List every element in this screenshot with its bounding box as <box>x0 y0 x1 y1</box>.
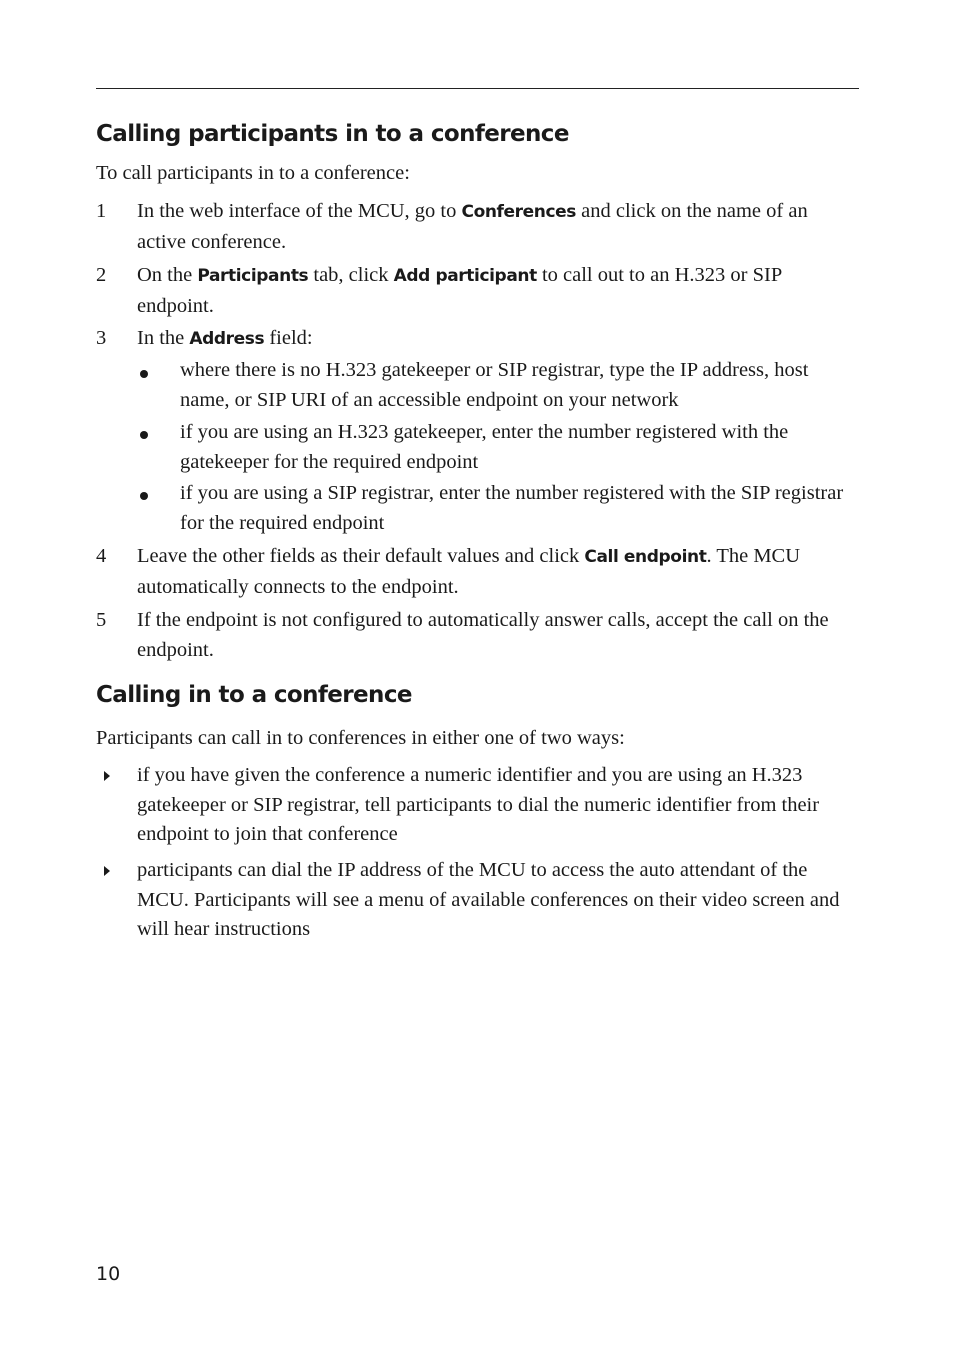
header-rule <box>96 88 859 89</box>
step-1-text: In the web interface of the MCU, go to Conferences and click on the name of an active conference. <box>137 200 808 253</box>
call-endpoint-ref: Call endpoint <box>584 547 707 567</box>
step-4-text: Leave the other fields as their default values and click Call endpoint. The MCU automatically connects to the endpoint. <box>137 545 801 598</box>
bullet-arrow-icon <box>104 866 110 876</box>
step-number: 5 <box>96 609 107 631</box>
section-heading-calling-participants: Calling participants in to a conference <box>96 121 569 147</box>
bullet-dot-icon <box>140 431 148 439</box>
page-number: 10 <box>96 1263 121 1285</box>
bullet-arrow-icon <box>104 771 110 781</box>
bullet-dot-icon <box>140 492 148 500</box>
address-bullet: where there is no H.323 gatekeeper or SIP registrar, type the IP address, host name, or SIP URI of an accessible endpoint on your network <box>180 359 809 411</box>
address-bullet: if you are using a SIP registrar, enter the number registered with the SIP registrar for the required endpoint <box>180 482 844 534</box>
bullet-dot-icon <box>140 370 148 378</box>
step-number: 4 <box>96 545 107 567</box>
step-3-text: In the Address field: <box>137 327 313 349</box>
section2-intro: Participants can call in to conferences in either one of two ways: <box>96 727 625 749</box>
step-2-text: On the Participants tab, click Add participant to call out to an H.323 or SIP endpoint. <box>137 264 782 317</box>
call-in-method-bullet: if you have given the conference a numeric identifier and you are using an H.323 gatekeeper or SIP registrar, tell participants to dial the numeric identifier from their endpoint to join that conference <box>137 764 820 845</box>
address-field-ref: Address <box>189 329 265 349</box>
call-in-method-bullet: participants can dial the IP address of the MCU to access the auto attendant of the MCU. Participants will see a menu of available conferences on their video screen and will hear instructions <box>137 859 840 940</box>
step-number: 3 <box>96 327 107 349</box>
step-number: 1 <box>96 200 107 222</box>
step-number: 2 <box>96 264 107 286</box>
participants-tab-ref: Participants <box>197 266 309 286</box>
section-heading-calling-in: Calling in to a conference <box>96 682 412 708</box>
address-bullet: if you are using an H.323 gatekeeper, enter the number registered with the gatekeeper for the required endpoint <box>180 421 789 473</box>
section1-intro: To call participants in to a conference: <box>96 162 410 184</box>
step-5-text: If the endpoint is not configured to automatically answer calls, accept the call on the endpoint. <box>137 609 829 661</box>
add-participant-ref: Add participant <box>393 266 537 286</box>
conferences-menu-ref: Conferences <box>461 202 577 222</box>
